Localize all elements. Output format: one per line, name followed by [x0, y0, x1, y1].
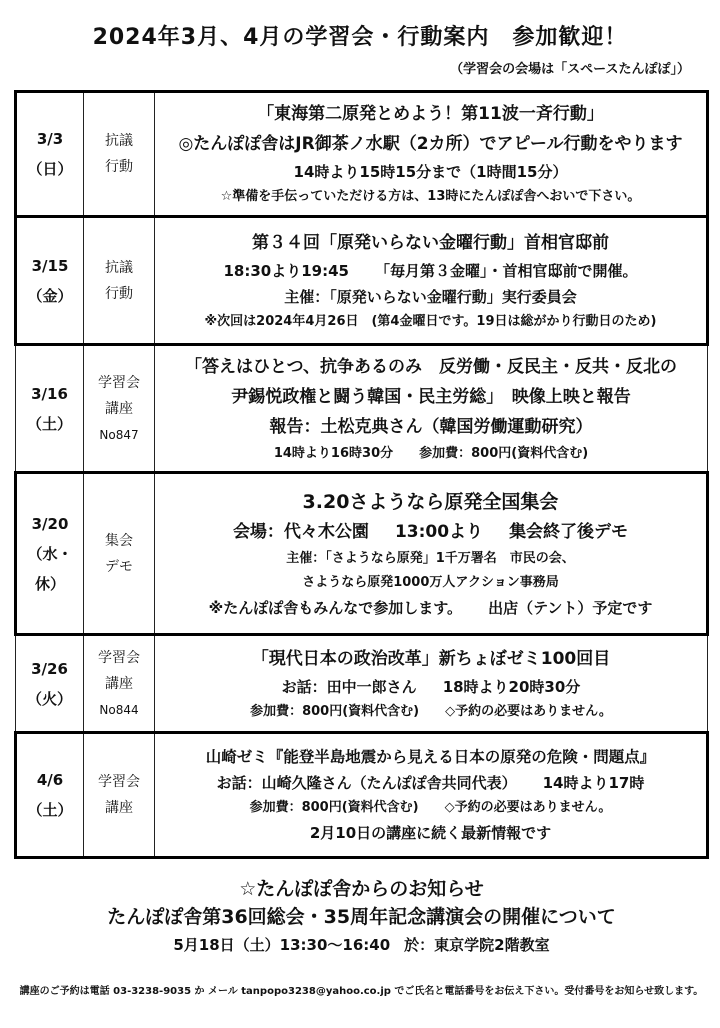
event-time: 14時より16時30分	[273, 445, 394, 461]
announcement	[14, 875, 709, 959]
event-time: 18時より20時30分	[442, 677, 581, 696]
event-row	[16, 473, 708, 635]
event-speaker: お話：田中一郎さん	[281, 677, 417, 696]
event-title: 「現代日本の政治改革」新ちょぼゼミ100回目	[251, 648, 611, 669]
event-organizer-cont: さようなら原発1000万人アクション事務局	[302, 574, 559, 590]
event-time: 13:00より	[394, 521, 484, 542]
event-demo: 集会終了後デモ	[509, 521, 629, 542]
event-date-cell	[16, 635, 84, 733]
event-day: （火）	[26, 689, 72, 708]
event-date: 3/15	[31, 256, 69, 275]
event-venue: 会場：代々木公園	[232, 521, 369, 542]
event-category: 学習会	[98, 774, 140, 790]
event-line	[163, 517, 698, 547]
event-details	[155, 473, 708, 635]
event-organizer: 主催：「原発いらない金曜行動」実行委員会	[284, 287, 577, 306]
announcement-datetime: 5月18日（土）13:30～16:40	[173, 936, 391, 954]
event-line: ◎たんぽぽ舎はJR御茶ノ水駅（2カ所）でアピール行動をやります	[178, 134, 683, 154]
event-category-cell	[84, 217, 155, 345]
event-category-cell	[84, 345, 155, 473]
event-day: （水・休）	[27, 544, 73, 593]
event-date: 3/26	[31, 659, 68, 678]
event-date-cell	[16, 345, 84, 473]
event-fee: 参加費：800円(資料代含む)	[250, 703, 420, 719]
event-time: 18:30より19:45	[223, 261, 349, 280]
announcement-details	[14, 931, 709, 959]
course-number: No844	[99, 702, 139, 717]
event-title: 「答えはひとつ、抗争あるのみ 反労働・反民主・反共・反北の	[185, 356, 677, 377]
venue-note: （学習会の会場は「スペースたんぽぽ」）	[450, 62, 690, 77]
event-line	[163, 700, 699, 724]
event-day: （金）	[27, 286, 73, 305]
event-date-cell	[16, 733, 84, 858]
schedule-table	[14, 90, 709, 859]
footer-contact: 講座のご予約は電話 03-3238-9035 か メール tanpopo3238@yahoo.co.jp でご氏名と電話番号をお伝え下さい。受付番号をお知らせ致します。	[19, 986, 704, 997]
event-speaker: 報告：土松克典さん（韓国労働運動研究）	[269, 416, 593, 437]
event-date: 3/20	[31, 514, 69, 533]
event-category-sub: 行動	[105, 159, 133, 175]
event-speaker: お話：山崎久隆さん（たんぽぽ舎共同代表）	[216, 774, 517, 792]
event-line	[163, 595, 698, 621]
event-note: ☆準備を手伝っていただける方は、13時にたんぽぽ舎へおいで下さい。	[220, 189, 641, 204]
announcement-heading: ☆たんぽぽ舎からのお知らせ	[239, 878, 484, 900]
announcement-place: 於：東京学院2階教室	[404, 936, 550, 954]
event-line	[163, 674, 699, 700]
event-stall: 出店（テント）予定です	[488, 598, 653, 617]
event-category-sub: 講座	[105, 800, 133, 816]
event-row	[16, 92, 708, 217]
event-category: 抗議	[105, 133, 133, 149]
event-fee: 参加費：800円(資料代含む)	[249, 800, 419, 815]
event-category-sub: 講座	[105, 675, 133, 692]
event-line	[163, 770, 698, 796]
event-category-cell	[84, 473, 155, 635]
event-details	[155, 733, 708, 858]
event-title-cont: 尹錫悦政権と闘う韓国・民主労総」 映像上映と報告	[231, 386, 631, 407]
event-details	[155, 217, 708, 345]
event-day: （日）	[27, 160, 73, 178]
event-line	[163, 442, 699, 466]
event-row	[16, 635, 708, 733]
event-category: 抗議	[105, 259, 133, 276]
event-note: ※たんぽぽ舎もみんなで参加します。	[208, 598, 463, 617]
event-note: 2月10日の講座に続く最新情報です	[309, 824, 552, 842]
event-category-sub: 行動	[105, 285, 133, 302]
event-details	[155, 635, 708, 733]
event-time: 14時より17時	[542, 774, 645, 792]
event-title: 第３４回「原発いらない金曜行動」首相官邸前	[252, 232, 609, 253]
event-line	[163, 796, 698, 820]
course-number: No847	[99, 427, 139, 442]
announcement-title: たんぽぽ舎第36回総会・35周年記念講演会の開催について	[107, 906, 616, 928]
event-organizer: 主催：「さようなら原発」1千万署名 市民の会、	[286, 550, 575, 566]
page-title: 2024年3月、4月の学習会・行動案内 参加歓迎！	[92, 25, 628, 50]
event-category-cell	[84, 733, 155, 858]
event-row	[16, 217, 708, 345]
event-date: 3/3	[36, 130, 64, 148]
event-day: （土）	[26, 414, 72, 433]
event-date: 4/6	[36, 771, 64, 789]
event-line	[163, 258, 698, 284]
event-title: 山崎ゼミ『能登半島地震から見える日本の原発の危険・問題点』	[205, 748, 656, 766]
event-row	[16, 733, 708, 858]
event-reservation-note: ◇予約の必要はありません。	[444, 800, 612, 815]
event-category-sub: デモ	[105, 558, 133, 575]
event-time: 14時より15時15分まで（1時間15分）	[293, 163, 568, 181]
event-date-cell	[16, 92, 84, 217]
event-category: 学習会	[98, 374, 140, 391]
event-day: （土）	[27, 801, 73, 819]
event-reservation-note: ◇予約の必要はありません。	[445, 703, 612, 719]
event-fee: 参加費：800円(資料代含む)	[419, 445, 589, 461]
event-category-sub: 講座	[105, 400, 133, 417]
event-date: 3/16	[31, 384, 68, 403]
event-category-cell	[84, 635, 155, 733]
event-details	[155, 92, 708, 217]
event-category: 学習会	[98, 649, 140, 666]
event-category-cell	[84, 92, 155, 217]
event-note: ※次回は2024年4月26日 (第4金曜日です。19日は総がかり行動日のため)	[204, 313, 657, 329]
event-category: 集会	[105, 532, 133, 549]
event-schedule-note: 「毎月第３金曜」・首相官邸前で開催。	[374, 261, 638, 280]
event-details	[155, 345, 708, 473]
event-title: 「東海第二原発とめよう！第11波一斉行動」	[257, 104, 604, 124]
event-date-cell	[16, 217, 84, 345]
event-title: 3.20さようなら原発全国集会	[302, 490, 559, 513]
event-date-cell	[16, 473, 84, 635]
event-row	[16, 345, 708, 473]
